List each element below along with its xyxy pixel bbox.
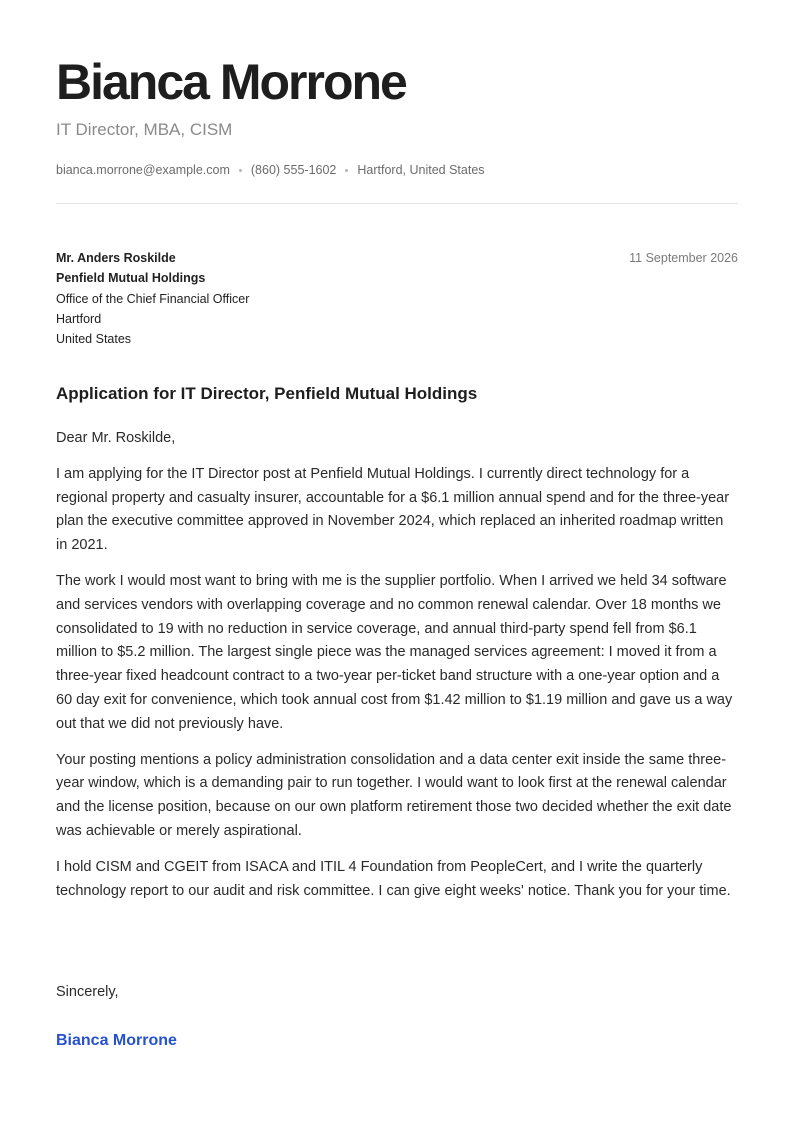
applicant-name: Bianca Morrone — [56, 54, 406, 110]
recipient-company: Penfield Mutual Holdings — [56, 271, 206, 286]
recipient-name: Mr. Anders Roskilde — [56, 251, 176, 265]
signature-name: Bianca Morrone — [56, 1032, 177, 1049]
letter-subject: Application for IT Director, Penfield Mutual Holdings — [56, 384, 478, 403]
letter-date: 11 September 2026 — [629, 251, 738, 265]
recipient-department: Office of the Chief Financial Officer — [56, 291, 250, 306]
header-divider — [56, 203, 738, 204]
applicant-title: IT Director, MBA, CISM — [56, 120, 233, 139]
body-paragraph: Your posting mentions a policy administration consolidation and a data center exit inside the same three-year window, which is a demanding pair to run together. I would want to look first at the renewal calendar and the license position, because on our own platform retirement those two decided whether the exit date was achievable or merely aspirational. — [56, 751, 732, 839]
body-paragraph: The work I would most want to bring with me is the supplier portfolio. When I arrived we held 34 software and services vendors with overlapping coverage and no common renewal calendar. Over 18 months we consolidated to 19 with no reduction in service coverage, and annual third-party spend fell from $6.1 million to $5.2 million. The largest single piece was the managed services agreement: I moved it from a three-year fixed headcount contract to a two-year per-ticket band structure with a one-year option and a 60 day exit for convenience, which took annual cost from $1.42 million to $1.19 million and gave us a way out that we did not previously have. — [56, 572, 733, 732]
contact-location: Hartford, United States — [357, 163, 485, 177]
letter-body — [56, 427, 738, 915]
contact-line — [56, 161, 485, 179]
contact-email: bianca.morrone@example.com — [56, 163, 230, 177]
separator-dot — [239, 169, 242, 172]
separator-dot — [345, 169, 348, 172]
closing: Sincerely, — [56, 984, 119, 1000]
body-paragraph: I am applying for the IT Director post at Penfield Mutual Holdings. I currently direct technology for a regional property and casualty insurer, accountable for a $6.1 million annual spend and for the three-year plan the executive committee approved in November 2024, which replaced an inherited roadmap written in 2021. — [56, 465, 730, 554]
recipient-block — [56, 248, 249, 349]
salutation: Dear Mr. Roskilde, — [56, 430, 176, 446]
recipient-country: United States — [56, 332, 132, 347]
contact-phone: (860) 555-1602 — [250, 163, 337, 177]
body-paragraph: I hold CISM and CGEIT from ISACA and ITIL 4 Foundation from PeopleCert, and I write the quarterly technology report to our audit and risk committee. I can give eight weeks' notice. Thank you for your time. — [56, 858, 731, 899]
recipient-city: Hartford — [56, 311, 102, 326]
